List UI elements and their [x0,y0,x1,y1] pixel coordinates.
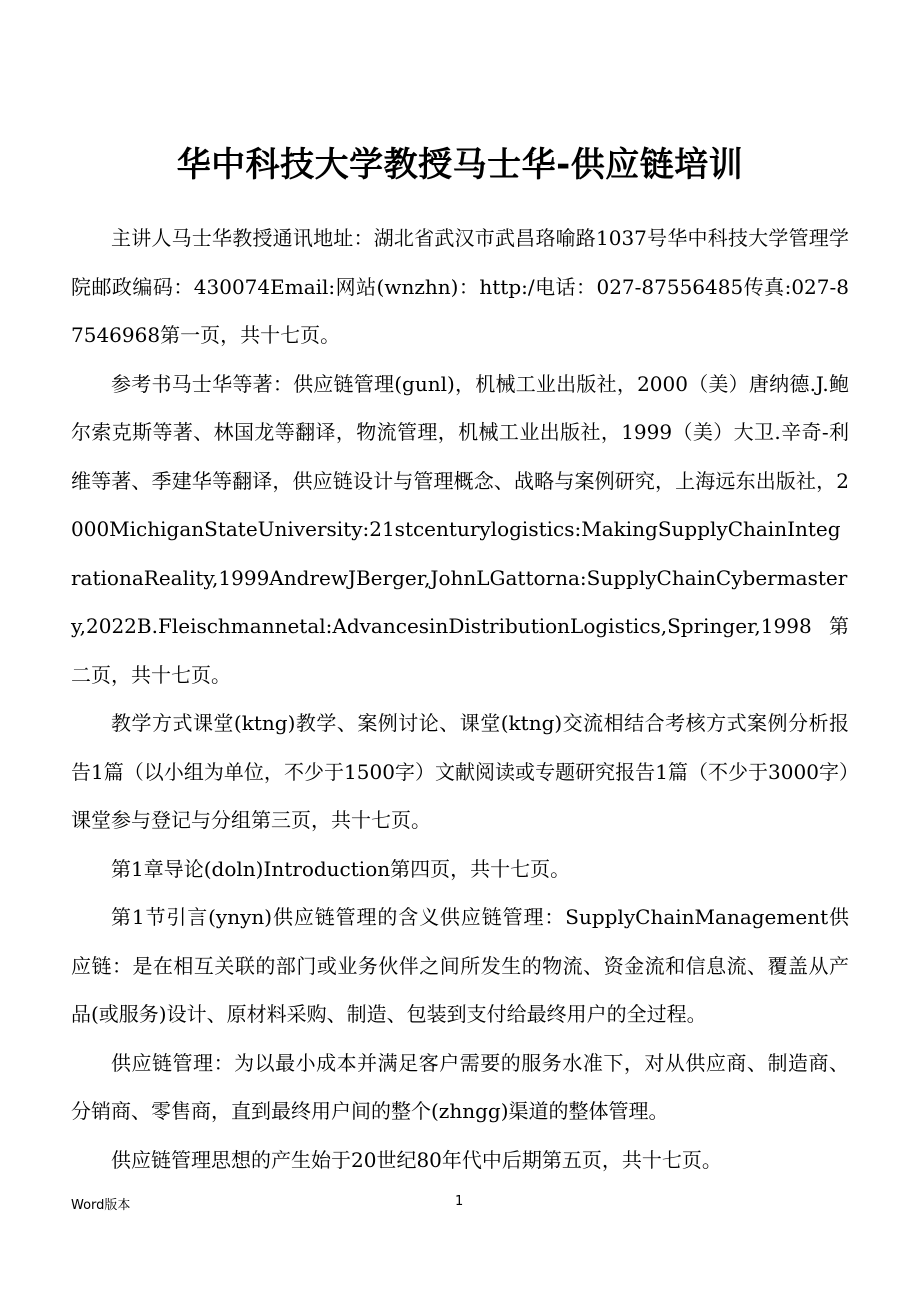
paragraph-teaching-method: 教学方式课堂(ktng)教学、案例讨论、课堂(ktng)交流相结合考核方式案例分析报告1篇（以小组为单位，不少于1500字）文献阅读或专题研究报告1篇（不少于3000字）课堂参与登记与分组第三页，共十七页。 [71,711,849,832]
paragraph-scm-origin: 供应链管理思想的产生始于20世纪80年代中后期第五页，共十七页。 [111,1147,722,1172]
footer-label: Word版本 [71,1198,131,1213]
page-title: 华中科技大学教授马士华-供应链培训 [176,145,744,185]
document-body [71,214,849,1184]
paragraph-scm-management: 供应链管理：为以最小成本并满足客户需要的服务水准下，对从供应商、制造商、分销商、零售商，直到最终用户间的整个(zhngg)渠道的整体管理。 [71,1050,849,1123]
paragraph-chapter-heading: 第1章导论(doln)Introduction第四页，共十七页。 [111,856,571,881]
paragraph-scm-definition: 第1节引言(ynyn)供应链管理的含义供应链管理：SupplyChainManagement供应链：是在相互关联的部门或业务伙伴之间所发生的物流、资金流和信息流、覆盖从产品(或服务)设计、原材料采购、制造、包装到支付给最终用户的全过程。 [71,905,849,1026]
paragraph-lecturer-contact: 主讲人马士华教授通讯地址：湖北省武汉市武昌珞喻路1037号华中科技大学管理学院邮政编码：430074Email:网站(wnzhn)：http:/电话：027-87556485传真:027-87546968第一页，共十七页。 [71,226,849,347]
footer-page-number: 1 [455,1194,464,1209]
paragraph-references: 参考书马士华等著：供应链管理(gunl)，机械工业出版社，2000（美）唐纳德.J.鲍尔索克斯等著、林国龙等翻译，物流管理，机械工业出版社，1999（美）大卫.辛奇-利维等著、季建华等翻译，供应链设计与管理概念、战略与案例研究，上海远东出版社，2000MichiganStateUniversity:21stcenturylogistics:MakingSupplyChainIntegrationaReality,1999AndrewJBerger,JohnLGattorna:SupplyChainCybermastery,2022B.Fleischmannetal:AdvancesinDistributionLogistics,Springer,1998第二页，共十七页。 [71,371,849,687]
